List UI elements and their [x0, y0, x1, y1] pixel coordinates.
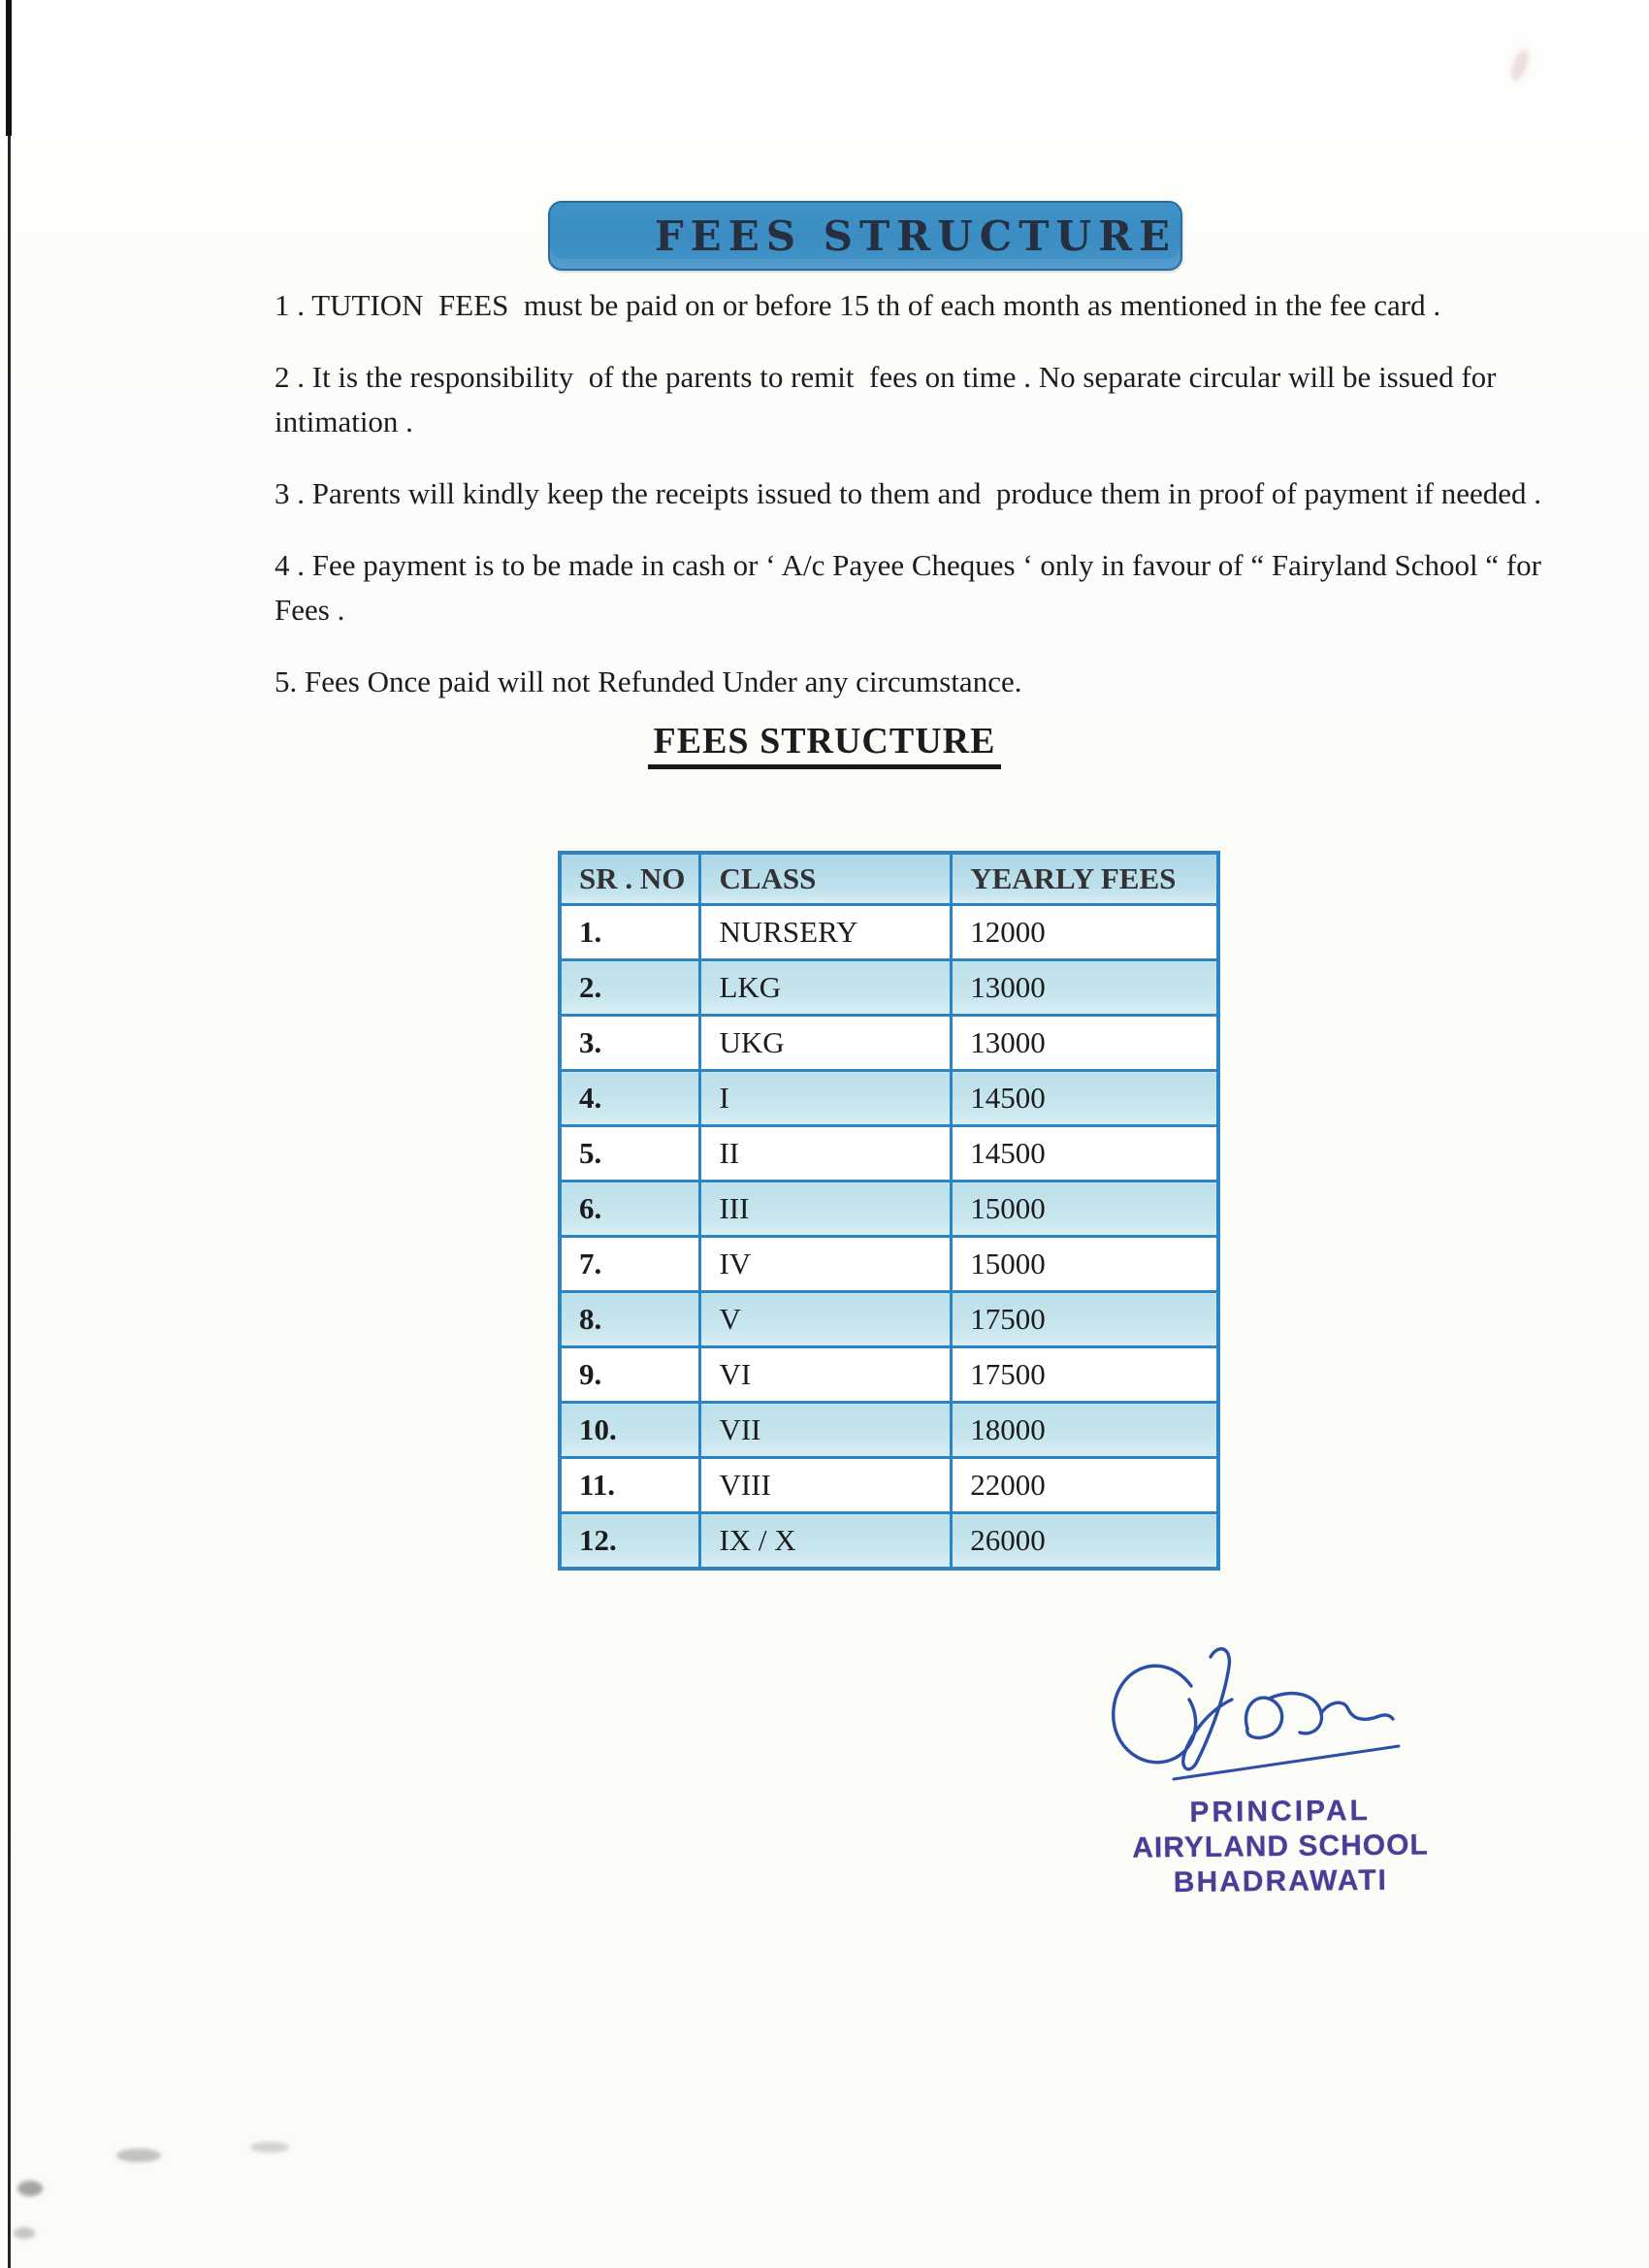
title-banner	[548, 201, 1182, 271]
table-row	[560, 1237, 1218, 1292]
cell-srno: 2.	[560, 960, 700, 1016]
cell-fees: 17500	[952, 1292, 1218, 1347]
section-heading-text: FEES STRUCTURE	[648, 721, 1002, 769]
cell-fees: 22000	[952, 1458, 1218, 1513]
column-header-srno: SR . NO	[560, 853, 700, 905]
cell-fees: 15000	[952, 1237, 1218, 1292]
cell-srno: 3.	[560, 1016, 700, 1071]
cell-class: IV	[700, 1237, 952, 1292]
cell-fees: 13000	[952, 1016, 1218, 1071]
section-heading	[0, 720, 1649, 762]
scan-smudge	[14, 2227, 35, 2239]
signature-block	[1096, 1639, 1465, 1899]
table-row	[560, 1513, 1218, 1570]
cell-class: NURSERY	[700, 905, 952, 960]
column-header-class: CLASS	[700, 853, 952, 905]
cell-class: III	[700, 1182, 952, 1237]
table-row	[560, 1458, 1218, 1513]
cell-srno: 4.	[560, 1071, 700, 1126]
rule-3: 3 . Parents will kindly keep the receipts issued to them and produce them in proof of payment if needed .	[275, 476, 1541, 510]
cell-srno: 10.	[560, 1403, 700, 1458]
scan-edge-line-top	[6, 0, 12, 136]
cell-class: VII	[700, 1403, 952, 1458]
table-row	[560, 905, 1218, 960]
scan-smudge	[17, 2181, 43, 2196]
fee-rules-list	[275, 283, 1557, 731]
table-row	[560, 1347, 1218, 1403]
cell-class: LKG	[700, 960, 952, 1016]
document-title: FEES STRUCTURE	[654, 211, 1177, 260]
cell-fees: 14500	[952, 1071, 1218, 1126]
table-row	[560, 1292, 1218, 1347]
cell-srno: 12.	[560, 1513, 700, 1570]
scan-edge-line	[8, 0, 11, 2268]
cell-class: I	[700, 1071, 952, 1126]
cell-srno: 1.	[560, 905, 700, 960]
cell-class: V	[700, 1292, 952, 1347]
cell-fees: 13000	[952, 960, 1218, 1016]
stamp-city: BHADRAWATI	[1173, 1863, 1389, 1899]
table-row	[560, 1126, 1218, 1182]
table-header-row	[560, 853, 1218, 905]
rule-4: 4 . Fee payment is to be made in cash or ‘ A/c Payee Cheques ‘ only in favour of “ Fairyland School “ for Fees .	[275, 548, 1557, 627]
cell-class: VIII	[700, 1458, 952, 1513]
cell-fees: 18000	[952, 1403, 1218, 1458]
cell-class: VI	[700, 1347, 952, 1403]
column-header-fees: YEARLY FEES	[952, 853, 1218, 905]
stamp-school-name: AIRYLAND SCHOOL	[1132, 1829, 1429, 1864]
cell-srno: 6.	[560, 1182, 700, 1237]
cell-srno: 7.	[560, 1237, 700, 1292]
cell-srno: 9.	[560, 1347, 700, 1403]
cell-fees: 14500	[952, 1126, 1218, 1182]
scan-smudge	[250, 2142, 289, 2153]
cell-fees: 12000	[952, 905, 1218, 960]
cell-srno: 11.	[560, 1458, 700, 1513]
cell-class: UKG	[700, 1016, 952, 1071]
fees-table	[558, 851, 1220, 1571]
cell-fees: 26000	[952, 1513, 1218, 1570]
rule-2: 2 . It is the responsibility of the parents to remit fees on time . No separate circular will be issued for intimation .	[275, 360, 1504, 438]
rule-1: 1 . TUTION FEES must be paid on or before 15 th of each month as mentioned in the fee card .	[275, 288, 1441, 322]
table-row	[560, 1016, 1218, 1071]
stamp-title: PRINCIPAL	[1189, 1795, 1372, 1829]
cell-class: II	[700, 1126, 952, 1182]
scan-smudge	[1508, 48, 1533, 83]
cell-srno: 5.	[560, 1126, 700, 1182]
table-row	[560, 1071, 1218, 1126]
table-row	[560, 1182, 1218, 1237]
rule-5: 5. Fees Once paid will not Refunded Under any circumstance.	[275, 664, 1022, 698]
cell-class: IX / X	[700, 1513, 952, 1570]
table-row	[560, 960, 1218, 1016]
table-row	[560, 1403, 1218, 1458]
principal-stamp	[1095, 1793, 1465, 1901]
scan-smudge	[116, 2149, 161, 2162]
cell-fees: 17500	[952, 1347, 1218, 1403]
cell-fees: 15000	[952, 1182, 1218, 1237]
principal-signature-ink	[1096, 1639, 1445, 1795]
cell-srno: 8.	[560, 1292, 700, 1347]
